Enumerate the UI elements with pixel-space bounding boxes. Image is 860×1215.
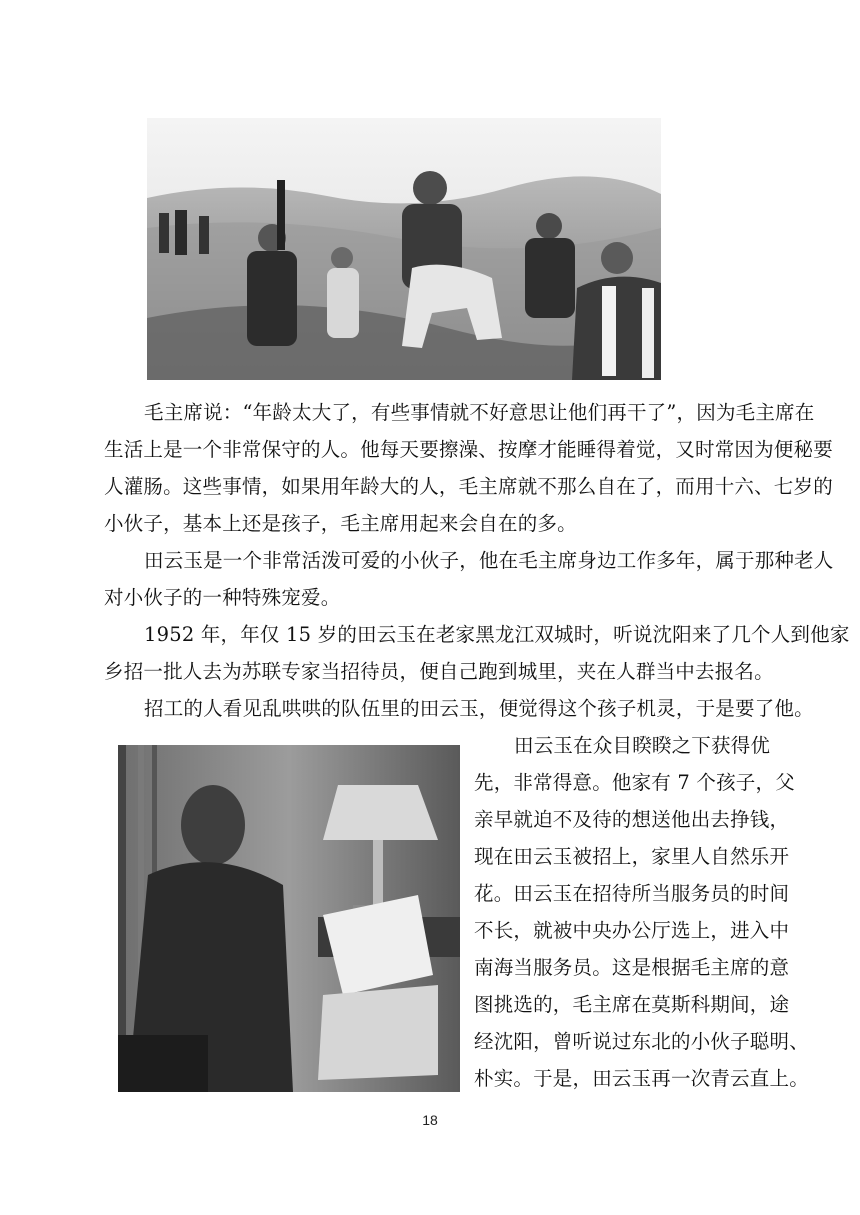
text-line: 生活上是一个非常保守的人。他每天要擦澡、按摩才能睡得着觉，又时常因为便秘要: [104, 438, 833, 461]
paragraph-2: [104, 542, 834, 616]
text-line: 招工的人看见乱哄哄的队伍里的田云玉，便觉得这个孩子机灵，于是要了他。: [144, 697, 814, 720]
text-line: 现在田云玉被招上，家里人自然乐开: [474, 845, 790, 868]
paragraph-5: [474, 727, 809, 1097]
photo-bottom-image: [118, 745, 460, 1092]
paragraph-1: [104, 394, 833, 542]
paragraph-4: [104, 690, 814, 727]
text-line: 经沈阳，曾听说过东北的小伙子聪明、: [474, 1030, 809, 1053]
text-line: 南海当服务员。这是根据毛主席的意: [474, 956, 790, 979]
text-line: 对小伙子的一种特殊宠爱。: [104, 586, 341, 609]
text-line: 不长，就被中央办公厅选上，进入中: [474, 919, 790, 942]
page-number: 18: [422, 1112, 438, 1128]
text-line: 乡招一批人去为苏联专家当招待员，便自己跑到城里，夹在人群当中去报名。: [104, 660, 774, 683]
photo-mao-reading-newspaper: [118, 745, 460, 1092]
text-line: 朴实。于是，田云玉再一次青云直上。: [474, 1067, 809, 1090]
photo-top-image: [147, 118, 661, 380]
paragraph-3: [104, 616, 850, 690]
text-line: 小伙子，基本上还是孩子，毛主席用起来会自在的多。: [104, 512, 577, 535]
text-line: 先，非常得意。他家有 7 个孩子，父: [474, 771, 795, 794]
text-line: 人灌肠。这些事情，如果用年龄大的人，毛主席就不那么自在了，而用十六、七岁的: [104, 475, 833, 498]
text-line: 图挑选的，毛主席在莫斯科期间，途: [474, 993, 790, 1016]
text-line: 花。田云玉在招待所当服务员的时间: [474, 882, 790, 905]
text-line: 1952 年，年仅 15 岁的田云玉在老家黑龙江双城时，听说沈阳来了几个人到他家: [144, 623, 850, 646]
text-line: 田云玉是一个非常活泼可爱的小伙子，他在毛主席身边工作多年，属于那种老人: [144, 549, 834, 572]
text-line: 亲早就迫不及待的想送他出去挣钱，: [474, 808, 790, 831]
text-line: 田云玉在众目睽睽之下获得优: [514, 734, 771, 757]
photo-mao-on-horse-with-soldiers: [147, 118, 661, 380]
text-line: 毛主席说：“年龄太大了，有些事情就不好意思让他们再干了”，因为毛主席在: [144, 401, 815, 424]
